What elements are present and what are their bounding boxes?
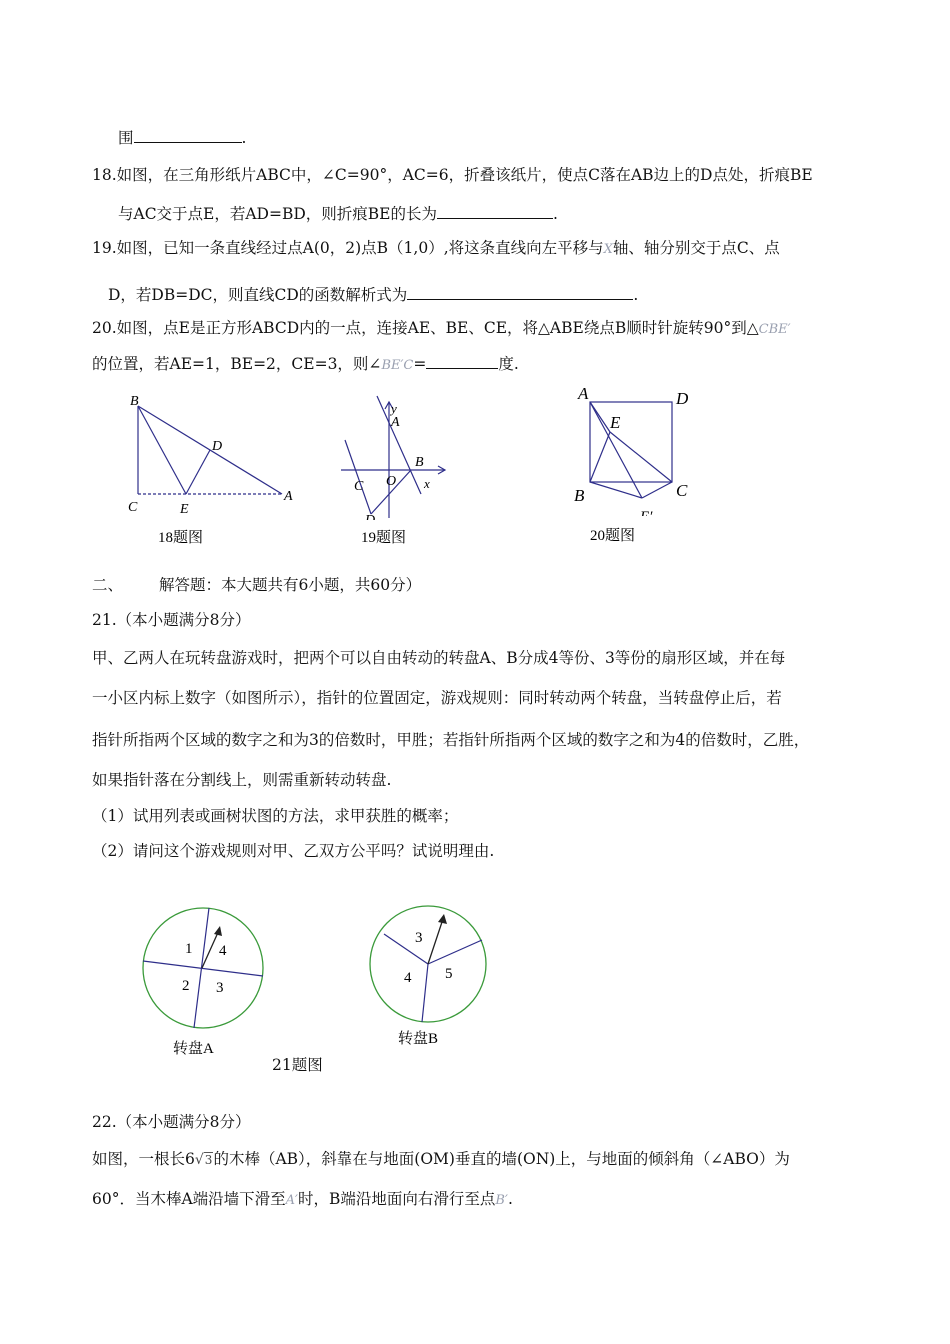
q20-angle: BE′C <box>381 358 414 373</box>
fig18-label-c: C <box>128 500 138 515</box>
section-2-heading <box>92 574 421 596</box>
q22-end: . <box>507 1190 513 1208</box>
figure-18 <box>110 388 320 548</box>
spinner-b-pointer <box>428 916 444 964</box>
fig19-label-a: A <box>391 415 400 430</box>
section-2-number: 二、 <box>92 576 124 594</box>
fig18-fold-be <box>138 406 186 494</box>
q19-text-a: 19.如图，已知一条直线经过点A(0，2)点B（1,0）,将这条直线向左平移与 <box>92 239 604 257</box>
spinner-a <box>130 900 280 1060</box>
spinner-b-number-5: 5 <box>445 966 453 982</box>
q20-line2 <box>92 352 519 377</box>
q19-line2 <box>108 283 638 306</box>
spinner-a-number-2: 2 <box>182 978 190 994</box>
spinner-b <box>360 898 500 1058</box>
q22-point-a-prime: A′ <box>285 1193 299 1208</box>
q17-tail <box>118 126 246 149</box>
q22-sqrt: √3 <box>194 1152 213 1168</box>
q20-triangle-cbe: CBE′ <box>758 322 791 337</box>
fig20-label-a: A <box>578 384 589 403</box>
q18-line2 <box>118 202 558 225</box>
q22-text-a: 如图，一根长6 <box>92 1150 195 1168</box>
fig21-caption: 21题图 <box>272 1056 323 1074</box>
q19-answer-blank[interactable] <box>407 283 633 300</box>
fig18-label-a: A <box>284 489 293 504</box>
q22-paragraph-1 <box>92 1148 790 1171</box>
q17-text: 围 <box>118 129 134 147</box>
q20-text-a: 20.如图，点E是正方形ABCD内的一点，连接AE、BE、CE，将△ABE绕点B顺时针旋转90°到△ <box>92 319 759 337</box>
spinner-b-pointer-head <box>438 914 447 924</box>
q20-answer-blank[interactable] <box>426 352 498 369</box>
q19-text: D，若DB=DC，则直线CD的函数解析式为 <box>108 286 408 304</box>
q22-sqrt-arg: 3 <box>204 1153 213 1167</box>
q21-subquestion-2: （2）请问这个游戏规则对甲、乙双方公平吗？试说明理由. <box>92 842 495 860</box>
q22-head: 22.（本小题满分8分） <box>92 1113 251 1131</box>
fig19-caption: 19题图 <box>361 530 407 546</box>
spinner-a-divider-horizontal <box>143 961 263 976</box>
spinner-b-label: 转盘B <box>398 1031 439 1047</box>
q19-end: . <box>633 286 639 304</box>
fig20-segment-be <box>590 432 610 482</box>
fig20-label-b: B <box>574 486 585 505</box>
q18-answer-blank[interactable] <box>437 202 553 219</box>
q21-paragraph-3: 指针所指两个区域的数字之和为3的倍数时，甲胜；若指针所指两个区域的数字之和为4的倍数时，乙胜， <box>92 731 810 749</box>
q19-line1 <box>92 237 780 261</box>
q22-text-b: 的木棒（AB），斜靠在与地面(OM)垂直的墙(ON)上，与地面的倾斜角（∠ABO）为 <box>213 1150 790 1168</box>
q20-text-a2: 的位置，若AE=1，BE=2，CE=3，则∠ <box>92 355 382 373</box>
q21-paragraph-2: 一小区内标上数字（如图所示），指针的位置固定，游戏规则：同时转动两个转盘，当转盘停止后，若 <box>92 689 782 707</box>
q19-text-b: 轴、轴分别交于点C、点 <box>612 239 780 257</box>
fig18-segment-ed <box>186 450 210 494</box>
fig20-clip <box>570 516 710 528</box>
fig18-label-b: B <box>130 394 139 409</box>
fig19-label-b: B <box>415 455 424 470</box>
spinner-a-number-3: 3 <box>216 980 224 996</box>
fig19-label-x: x <box>424 476 430 491</box>
spinner-a-label: 转盘A <box>173 1041 214 1057</box>
spinner-a-pointer-head <box>214 926 222 936</box>
q18-end: . <box>553 205 558 223</box>
q17-end: . <box>241 129 247 147</box>
fig19-label-y: y <box>391 401 397 416</box>
spinner-b-divider-3 <box>422 964 428 1022</box>
fig19-line-cd <box>345 440 371 514</box>
fig19-line-ab <box>377 396 421 494</box>
fig19-label-c: C <box>354 479 364 494</box>
q21-paragraph-1: 甲、乙两人在玩转盘游戏时，把两个可以自由转动的转盘A、B分成4等份、3等份的扇形区域，并在每 <box>92 649 786 667</box>
q20-equals: = <box>413 355 427 373</box>
figure-19 <box>335 390 455 550</box>
q19-x-symbol: X <box>603 242 613 257</box>
q20-unit: 度. <box>498 355 519 373</box>
spinner-a-number-1: 1 <box>185 941 193 957</box>
spinner-b-number-3: 3 <box>415 930 423 946</box>
fig19-label-o: O <box>386 474 397 489</box>
fig18-caption: 18题图 <box>158 530 204 546</box>
fig20-segment-ce2 <box>642 482 672 498</box>
fig20-label-d: D <box>676 389 689 408</box>
q21-head: 21.（本小题满分8分） <box>92 611 251 629</box>
q22-point-b-prime: B′ <box>495 1193 508 1208</box>
q22-text-c: 60°．当木棒A端沿墙下滑至 <box>92 1190 286 1208</box>
fig18-label-d: D <box>212 439 223 454</box>
q17-answer-blank[interactable] <box>134 126 242 143</box>
q18-text: 与AC交于点E，若AD=BD，则折痕BE的长为 <box>118 205 437 223</box>
spinner-a-number-4: 4 <box>219 943 227 959</box>
figure-20 <box>570 384 710 550</box>
fig18-label-e: E <box>180 502 189 517</box>
fig20-square <box>590 402 672 482</box>
spinner-b-number-4: 4 <box>404 970 412 986</box>
q21-paragraph-4: 如果指针落在分割线上，则需重新转动转盘. <box>92 771 392 789</box>
fig20-label-e: E <box>610 413 621 432</box>
q21-subquestion-1: （1）试用列表或画树状图的方法，求甲获胜的概率； <box>92 807 459 825</box>
fig20-label-c: C <box>676 481 688 500</box>
fig20-caption: 20题图 <box>590 528 636 544</box>
q22-paragraph-2 <box>92 1188 513 1212</box>
q18-line1: 18.如图，在三角形纸片ABC中，∠C=90°，AC=6，折叠该纸片，使点C落在AB边上的D点处，折痕BE <box>92 166 813 184</box>
q22-text-d: 时，B端沿地面向右滑行至点 <box>298 1190 496 1208</box>
spinner-b-divider-2 <box>428 940 482 964</box>
section-2-title: 解答题：本大题共有6小题，共60分） <box>159 576 422 594</box>
q20-line1 <box>92 317 791 341</box>
